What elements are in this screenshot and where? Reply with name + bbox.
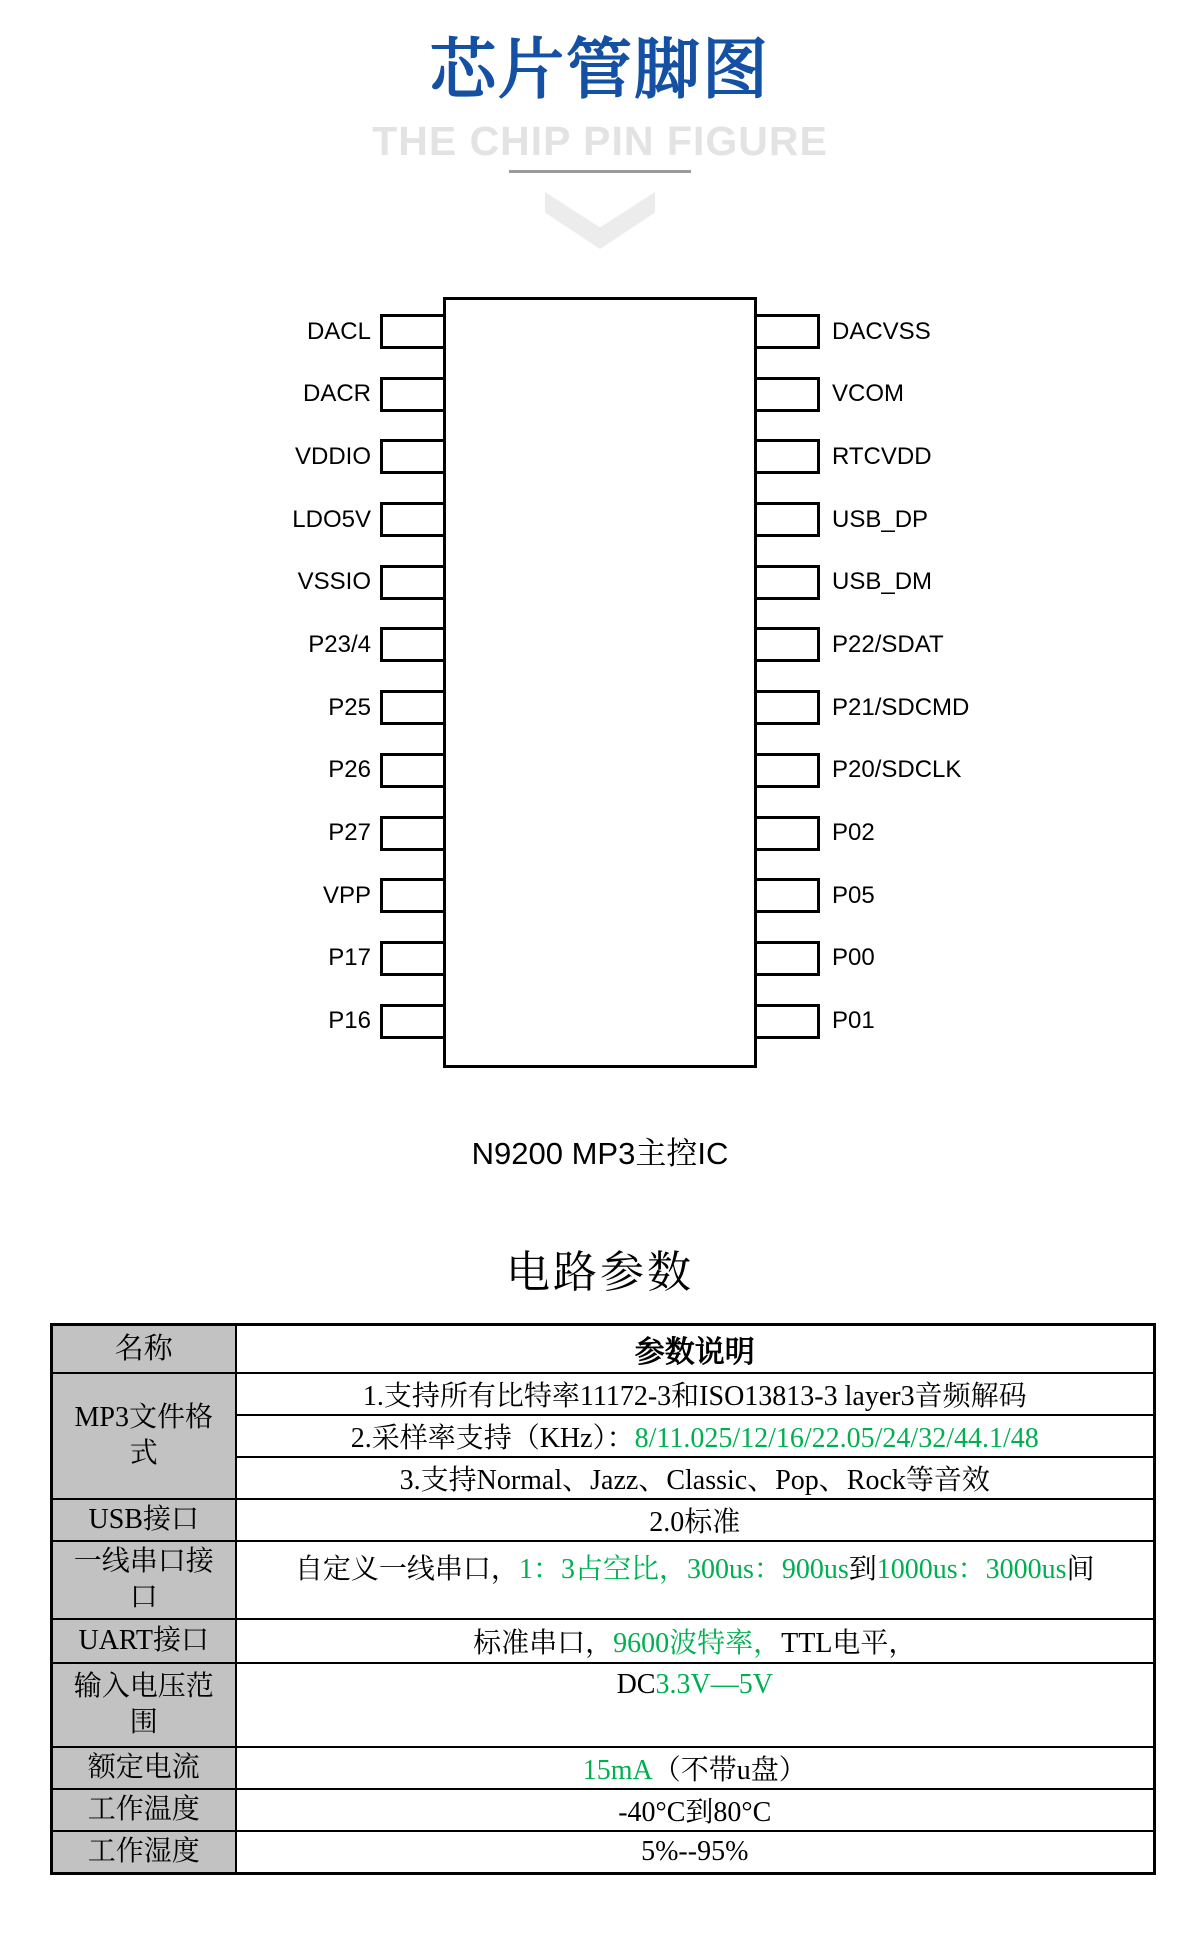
pin-box — [754, 690, 820, 725]
pin-row — [0, 690, 446, 725]
mp3-line3-cell — [236, 1457, 1155, 1499]
text-segment: 间 — [1066, 1554, 1095, 1585]
pin-label-vssio: VSSIO — [297, 568, 371, 596]
pin-box — [380, 314, 446, 349]
row-name-one-wire: 一线串口接口 — [52, 1541, 236, 1619]
pin-row — [0, 816, 446, 851]
pin-label-dacr: DACR — [302, 380, 371, 408]
text-segment: TTL电平， — [781, 1628, 917, 1659]
pin-row — [0, 627, 446, 662]
pin-box — [754, 377, 820, 412]
pin-label-p00: P00 — [832, 944, 875, 972]
pin-box — [380, 377, 446, 412]
one-wire-value-cell — [236, 1541, 1155, 1619]
pin-label-ldo5v: LDO5V — [292, 505, 371, 533]
pin-box — [380, 627, 446, 662]
text-segment-green: 1：3占空比，300us：900us — [518, 1554, 849, 1585]
chip-body — [443, 297, 757, 1068]
pin-box — [754, 502, 820, 537]
pin-row — [754, 502, 1200, 537]
chip-caption: N9200 MP3主控IC — [471, 1136, 729, 1171]
row-name-usb: USB接口 — [52, 1499, 236, 1541]
table-row-uart — [52, 1619, 1155, 1663]
table-row-voltage — [52, 1663, 1155, 1747]
pin-row — [0, 314, 446, 349]
temperature-value-cell — [236, 1789, 1155, 1831]
current-value-cell — [236, 1747, 1155, 1789]
chip-right-pins — [754, 314, 1200, 1039]
pin-box — [754, 439, 820, 474]
row-name-mp3-format: MP3文件格式 — [52, 1373, 236, 1499]
pin-row — [754, 878, 1200, 913]
table-row-usb — [52, 1499, 1155, 1541]
pin-row — [754, 377, 1200, 412]
row-name-temperature: 工作温度 — [52, 1789, 236, 1831]
page-title: 芯片管脚图 — [430, 32, 770, 106]
text-segment-green: 15mA — [582, 1755, 653, 1786]
text-segment-green: 3.3V—5V — [655, 1669, 773, 1700]
table-row-current — [52, 1747, 1155, 1789]
circuit-parameters-table — [50, 1323, 1156, 1875]
text-segment: 3.支持Normal、Jazz、Classic、Pop、Rock等音效 — [399, 1465, 990, 1496]
pin-box — [380, 816, 446, 851]
pin-label-p27: P27 — [328, 819, 371, 846]
chip-left-pins — [0, 314, 446, 1039]
pin-label-p25: P25 — [328, 693, 371, 721]
pin-label-p01: P01 — [832, 1007, 875, 1035]
pin-box — [754, 878, 820, 913]
pin-box — [380, 439, 446, 474]
pin-box — [754, 314, 820, 349]
text-segment-green: 1000us：3000us — [876, 1554, 1067, 1585]
pin-label-usb-dp: USB_DP — [832, 505, 929, 533]
pin-label-vcom: VCOM — [832, 380, 904, 408]
pin-row — [0, 565, 446, 600]
text-segment-green: 9600波特率， — [613, 1628, 782, 1659]
pin-row — [0, 878, 446, 913]
pin-label-vpp: VPP — [322, 881, 371, 909]
pin-box — [380, 878, 446, 913]
pin-label-vddio: VDDIO — [294, 442, 371, 470]
pin-box — [754, 565, 820, 600]
pin-row — [0, 502, 446, 537]
table-header-row — [52, 1325, 1155, 1374]
mp3-line1-cell — [236, 1373, 1155, 1415]
row-name-current: 额定电流 — [52, 1747, 236, 1789]
pin-box — [754, 1004, 820, 1039]
uart-value-cell — [236, 1619, 1155, 1663]
pin-label-dacvss: DACVSS — [832, 317, 931, 345]
pin-row — [754, 690, 1200, 725]
pin-box — [380, 690, 446, 725]
pin-row — [754, 627, 1200, 662]
text-segment: 自定义一线串口， — [294, 1554, 519, 1585]
table-row-temperature — [52, 1789, 1155, 1831]
table-row-one-wire — [52, 1541, 1155, 1619]
pin-box — [754, 816, 820, 851]
table-row-mp3-line1 — [52, 1373, 1155, 1415]
header-name-cell: 名称 — [52, 1325, 236, 1374]
pin-label-p21-sdcmd: P21/SDCMD — [832, 693, 970, 721]
pin-label-p17: P17 — [328, 944, 371, 972]
pin-label-p22-sdat: P22/SDAT — [832, 630, 944, 658]
row-name-voltage: 输入电压范围 — [52, 1663, 236, 1747]
pin-label-p20-sdclk: P20/SDCLK — [832, 756, 962, 784]
pin-label-p26: P26 — [328, 756, 371, 784]
header-desc-cell: 参数说明 — [236, 1325, 1155, 1374]
row-name-humidity: 工作湿度 — [52, 1831, 236, 1874]
page-subtitle-en: THE CHIP PIN FIGURE — [372, 118, 828, 164]
text-segment: 标准串口， — [473, 1628, 614, 1659]
divider-line — [509, 170, 691, 173]
pin-box — [380, 565, 446, 600]
pin-label-dacl: DACL — [306, 317, 371, 345]
pin-label-p16: P16 — [328, 1007, 371, 1035]
text-segment: 5%--95% — [641, 1836, 749, 1867]
text-segment: DC — [616, 1669, 656, 1700]
pin-box — [380, 502, 446, 537]
pin-row — [0, 753, 446, 788]
pin-row — [754, 439, 1200, 474]
section-title-circuit-params: 电路参数 — [506, 1248, 694, 1297]
pin-box — [380, 941, 446, 976]
text-segment-green: 8/11.025/12/16/22.05/24/32/44.1/48 — [634, 1423, 1039, 1454]
text-segment: 2.0标准 — [649, 1507, 741, 1538]
text-segment: 2.采样率支持（KHz）： — [350, 1423, 635, 1454]
pin-row — [754, 314, 1200, 349]
pin-box — [380, 1004, 446, 1039]
pin-row — [0, 439, 446, 474]
pin-label-p05: P05 — [832, 881, 875, 909]
usb-value-cell — [236, 1499, 1155, 1541]
pin-box — [754, 941, 820, 976]
pin-box — [754, 753, 820, 788]
voltage-value-cell — [236, 1663, 1155, 1747]
pin-row — [0, 377, 446, 412]
pin-label-p23-4: P23/4 — [308, 630, 371, 658]
text-segment: 1.支持所有比特率11172-3和ISO13813-3 layer3音频解码 — [362, 1381, 1027, 1412]
text-segment: （不带u盘） — [652, 1755, 807, 1786]
pin-row — [0, 1004, 446, 1039]
mp3-line2-cell — [236, 1415, 1155, 1457]
pin-box — [380, 753, 446, 788]
pin-label-usb-dm: USB_DM — [832, 568, 933, 596]
pin-label-p02: P02 — [832, 819, 875, 846]
pin-row — [0, 941, 446, 976]
pin-row — [754, 816, 1200, 851]
chevron-down-icon — [545, 192, 655, 249]
text-segment: 到 — [848, 1554, 877, 1585]
row-name-uart: UART接口 — [52, 1619, 236, 1663]
pin-row — [754, 941, 1200, 976]
pin-row — [754, 753, 1200, 788]
pin-label-rtcvdd: RTCVDD — [832, 442, 932, 470]
pin-row — [754, 565, 1200, 600]
text-segment: -40°C到80°C — [618, 1797, 772, 1828]
humidity-value-cell — [236, 1831, 1155, 1874]
table-row-humidity — [52, 1831, 1155, 1874]
pin-row — [754, 1004, 1200, 1039]
pin-box — [754, 627, 820, 662]
